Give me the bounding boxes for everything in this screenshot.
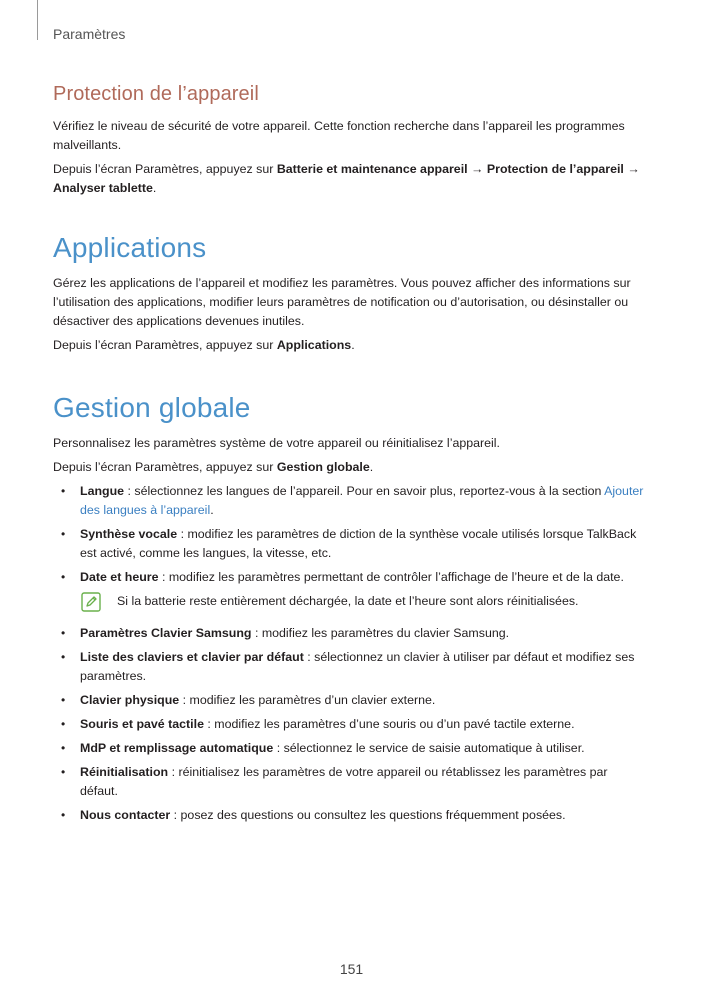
item-term: MdP et remplissage automatique — [80, 741, 274, 755]
list-item — [53, 806, 648, 825]
list-item — [53, 763, 648, 801]
bullet-icon: • — [61, 650, 66, 664]
item-term: Synthèse vocale — [80, 527, 178, 541]
item-text: : sélectionnez un clavier à utiliser par défaut et modifiez ses paramètres. — [80, 650, 635, 683]
gestion-instructions — [53, 458, 648, 477]
list-item — [53, 648, 648, 686]
bullet-icon: • — [61, 808, 66, 822]
section-applications — [53, 232, 648, 355]
section-title-applications: Applications — [53, 232, 207, 263]
list-item — [53, 739, 648, 758]
note — [81, 592, 648, 612]
page-number: 151 — [339, 961, 364, 977]
item-text: : réinitialisez les paramètres de votre appareil ou rétablissez les paramètres par défaut. — [80, 765, 608, 798]
period: . — [351, 338, 355, 352]
note-pencil-icon — [81, 592, 101, 612]
list-item — [53, 482, 648, 520]
section-gestion-globale — [53, 392, 648, 825]
instruction-prefix: Depuis l’écran Paramètres, appuyez sur — [53, 338, 277, 352]
bullet-icon: • — [61, 570, 66, 584]
bullet-icon: • — [61, 484, 66, 498]
item-term: Paramètres Clavier Samsung — [80, 626, 252, 640]
item-text: : posez des questions ou consultez les questions fréquemment posées. — [170, 808, 566, 822]
item-text: : modifiez les paramètres de diction de la synthèse vocale utilisés lorsque TalkBack est activé, comme les langues, la vitesse, etc. — [80, 527, 637, 560]
list-item — [53, 525, 648, 563]
header-title: Paramètres — [53, 26, 126, 42]
applications-instructions — [53, 336, 648, 355]
applications-description: Gérez les applications de l’appareil et modifiez les paramètres. Vous pouvez afficher des informations sur l’utilisation des applications, modifier leurs paramètres de notification ou d’autorisation, ou désinstaller ou désactiver des applications devenues inutiles. — [53, 276, 631, 328]
bullet-icon: • — [61, 717, 66, 731]
bullet-icon: • — [61, 741, 66, 755]
arrow-icon: → — [623, 162, 640, 176]
item-term: Réinitialisation — [80, 765, 169, 779]
menu-path-applications: Applications — [276, 338, 352, 352]
item-term: Nous contacter — [80, 808, 171, 822]
gestion-options-list — [53, 482, 648, 587]
item-term: Clavier physique — [80, 693, 180, 707]
list-item — [53, 691, 648, 710]
period: . — [369, 460, 374, 474]
instruction-prefix: Depuis l’écran Paramètres, appuyez sur — [53, 460, 277, 474]
page-content — [53, 83, 648, 830]
section-protection — [53, 83, 648, 198]
item-text: : modifiez les paramètres d’un clavier externe. — [179, 693, 436, 707]
protection-instructions — [53, 160, 648, 198]
bullet-icon: • — [61, 693, 66, 707]
period: . — [210, 503, 214, 517]
item-term: Langue — [80, 484, 125, 498]
list-item — [53, 715, 648, 734]
list-item — [53, 568, 648, 587]
bullet-icon: • — [61, 527, 66, 541]
menu-path-battery: Batterie et maintenance appareil — [276, 162, 468, 176]
item-text: : modifiez les paramètres d’une souris ou d’un pavé tactile externe. — [203, 717, 575, 731]
instruction-prefix: Depuis l’écran Paramètres, appuyez sur — [53, 162, 277, 176]
item-text: : modifiez les paramètres du clavier Samsung. — [251, 626, 510, 640]
menu-path-scan: Analyser tablette — [53, 181, 153, 195]
header-rule — [37, 0, 38, 40]
bullet-icon: • — [61, 765, 66, 779]
section-title-protection: Protection de l’appareil — [53, 83, 259, 105]
list-item — [53, 624, 648, 643]
item-term: Souris et pavé tactile — [80, 717, 204, 731]
cross-reference-link[interactable]: Ajouter des langues à l’appareil — [80, 484, 644, 517]
menu-path-protection: Protection de l’appareil — [486, 162, 624, 176]
gestion-description: Personnalisez les paramètres système de votre appareil ou réinitialisez l’appareil. — [53, 436, 500, 450]
item-text: : modifiez les paramètres permettant de contrôler l’affichage de l’heure et de la date. — [158, 570, 624, 584]
item-text: : sélectionnez les langues de l’appareil. Pour en savoir plus, reportez-vous à la section — [124, 484, 605, 498]
note-text: Si la batterie reste entièrement déchargée, la date et l’heure sont alors réinitialisées. — [117, 594, 579, 608]
item-text: : sélectionnez le service de saisie automatique à utiliser. — [273, 741, 585, 755]
arrow-icon: → — [467, 162, 487, 176]
bullet-icon: • — [61, 626, 66, 640]
protection-description: Vérifiez le niveau de sécurité de votre appareil. Cette fonction recherche dans l’appareil les programmes malveillants. — [53, 119, 625, 152]
item-term: Liste des claviers et clavier par défaut — [80, 650, 304, 664]
gestion-options-list-continued — [53, 624, 648, 825]
item-term: Date et heure — [80, 570, 159, 584]
menu-path-gestion: Gestion globale — [276, 460, 370, 474]
period: . — [152, 181, 157, 195]
section-title-gestion: Gestion globale — [53, 392, 251, 423]
